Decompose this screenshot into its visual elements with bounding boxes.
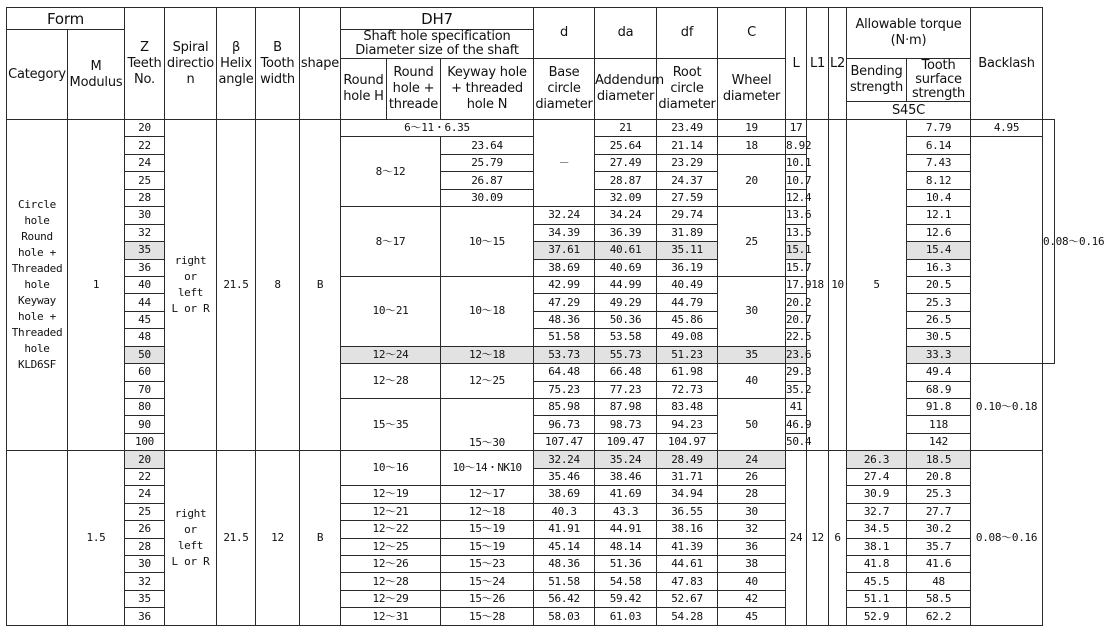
l2-cell: 5 xyxy=(847,120,907,451)
round-hole-cell: 12～26 xyxy=(341,555,441,572)
bending-strength-cell: 20.7 xyxy=(786,311,807,328)
spiral-cell: right or left L or R xyxy=(165,120,217,451)
tooth-surface-cell: 33.3 xyxy=(907,346,971,363)
keyway-hole-cell: 15～26 xyxy=(441,590,534,607)
root-circle-cell: 41.39 xyxy=(657,538,718,555)
root-circle-cell: 44.79 xyxy=(657,294,718,311)
base-circle-cell: 40.3 xyxy=(534,503,595,520)
c-header: C xyxy=(718,8,786,59)
round-hole-cell: 12～25 xyxy=(341,538,441,555)
teeth-cell: 50 xyxy=(125,346,165,363)
keyway-hole-cell: 15～23 xyxy=(441,555,534,572)
keyway-hole-cell: 12～17 xyxy=(441,486,534,503)
root-circle-header: Root circle diameter xyxy=(657,59,718,120)
tooth-surface-cell: 25.3 xyxy=(907,486,971,503)
wheel-diameter-cell: 38 xyxy=(718,555,786,572)
tooth-surface-cell: 10.4 xyxy=(907,189,971,206)
addendum-cell: 49.29 xyxy=(595,294,657,311)
teeth-cell: 22 xyxy=(125,137,165,154)
base-circle-cell: 48.36 xyxy=(534,311,595,328)
addendum-cell: 36.39 xyxy=(595,224,657,241)
bending-strength-cell: 27.4 xyxy=(847,468,907,485)
addendum-cell: 28.87 xyxy=(595,172,657,189)
teeth-cell: 35 xyxy=(125,590,165,607)
addendum-cell: 87.98 xyxy=(595,399,657,416)
bending-header: Bending strength xyxy=(847,59,907,102)
addendum-cell: 61.03 xyxy=(595,608,657,626)
wheel-diameter-cell: 20 xyxy=(718,154,786,206)
base-circle-cell: 21 xyxy=(595,120,657,137)
root-circle-cell: 34.94 xyxy=(657,486,718,503)
root-circle-cell: 28.49 xyxy=(657,451,718,468)
width-cell: 8 xyxy=(256,120,300,451)
tooth-surface-cell: 12.6 xyxy=(907,224,971,241)
teeth-cell: 80 xyxy=(125,399,165,416)
wheel-diameter-cell: 30 xyxy=(718,276,786,346)
bending-strength-cell: 10.1 xyxy=(786,154,807,171)
width-cell: 12 xyxy=(256,451,300,626)
teeth-cell: 20 xyxy=(125,451,165,468)
l2-cell: 6 xyxy=(829,451,847,626)
root-circle-cell: 47.83 xyxy=(657,573,718,590)
bending-strength-cell: 20.2 xyxy=(786,294,807,311)
width-header: B Tooth width xyxy=(256,8,300,120)
root-circle-cell: 83.48 xyxy=(657,399,718,416)
modulus-cell: 1.5 xyxy=(68,451,125,626)
table-row xyxy=(7,120,1055,137)
bending-strength-cell: 13.5 xyxy=(786,224,807,241)
bending-strength-cell: 52.9 xyxy=(847,608,907,626)
l2-header: L2 xyxy=(829,8,847,120)
keyway-hole-cell: 10～18 xyxy=(441,276,534,346)
base-circle-cell: 32.24 xyxy=(534,207,595,224)
round-hole-cell: 8～17 xyxy=(341,207,441,277)
backlash-cell: 0.10～0.18 xyxy=(971,364,1043,451)
addendum-cell: 48.14 xyxy=(595,538,657,555)
bending-strength-cell: 32.7 xyxy=(847,503,907,520)
tooth-surface-cell: 15.4 xyxy=(907,242,971,259)
bending-strength-cell: 7.79 xyxy=(907,120,971,137)
base-circle-header: Base circle diameter xyxy=(534,59,595,120)
tooth-surface-cell: 30.2 xyxy=(907,521,971,538)
torque-header: Allowable torque (N·m) xyxy=(847,8,971,59)
modulus-cell: 1 xyxy=(68,120,125,451)
base-circle-cell: 45.14 xyxy=(534,538,595,555)
addendum-cell: 50.36 xyxy=(595,311,657,328)
bending-strength-cell: 35.2 xyxy=(786,381,807,398)
l1-cell: 12 xyxy=(807,451,829,626)
bending-strength-cell: 26.3 xyxy=(847,451,907,468)
teeth-cell: 30 xyxy=(125,555,165,572)
l-header: L xyxy=(786,8,807,120)
table-row xyxy=(7,555,1055,572)
base-circle-cell: 75.23 xyxy=(534,381,595,398)
base-circle-cell: 56.42 xyxy=(534,590,595,607)
wheel-diameter-header: Wheel diameter xyxy=(718,59,786,120)
addendum-cell: 41.69 xyxy=(595,486,657,503)
round-hole-cell: 10～21 xyxy=(341,276,441,346)
table-row xyxy=(7,590,1055,607)
tooth-surface-cell: 4.95 xyxy=(971,120,1043,137)
form-header: Form xyxy=(7,8,125,30)
keyway-hole-cell: － xyxy=(534,120,595,207)
base-circle-cell: 58.03 xyxy=(534,608,595,626)
tooth-surface-cell: 142 xyxy=(907,433,971,450)
addendum-cell: 40.61 xyxy=(595,242,657,259)
shape-cell: B xyxy=(300,451,341,626)
teeth-cell: 48 xyxy=(125,329,165,346)
table-row xyxy=(7,486,1055,503)
keyway-hole-cell: 10～15 xyxy=(441,207,534,277)
tooth-surface-header: Tooth surface strength xyxy=(907,59,971,102)
wheel-diameter-cell: 42 xyxy=(718,590,786,607)
round-hole-header: Round hole H xyxy=(341,59,387,120)
addendum-cell: 55.73 xyxy=(595,346,657,363)
wheel-diameter-cell: 30 xyxy=(718,503,786,520)
teeth-cell: 28 xyxy=(125,538,165,555)
wheel-diameter-cell: 50 xyxy=(718,399,786,451)
wheel-diameter-cell: 36 xyxy=(718,538,786,555)
bending-strength-cell: 46.9 xyxy=(786,416,807,433)
gear-spec-table xyxy=(6,7,1104,626)
base-circle-cell: 41.91 xyxy=(534,521,595,538)
wheel-diameter-cell: 18 xyxy=(718,137,786,154)
addendum-cell: 34.24 xyxy=(595,207,657,224)
table-row xyxy=(7,573,1055,590)
root-circle-cell: 45.86 xyxy=(657,311,718,328)
modulus-header: M Modulus xyxy=(68,30,125,120)
addendum-header: Addendum diameter xyxy=(595,59,657,120)
wheel-diameter-cell: 28 xyxy=(718,486,786,503)
keyway-hole-cell: 12～18 xyxy=(441,503,534,520)
round-hole-cell: 6～11・6.35 xyxy=(341,120,534,137)
teeth-cell: 100 xyxy=(125,433,165,450)
backlash-cell: 0.08～0.16 xyxy=(1043,120,1055,364)
tooth-surface-cell: 16.3 xyxy=(907,259,971,276)
teeth-cell: 32 xyxy=(125,224,165,241)
tooth-surface-cell: 30.5 xyxy=(907,329,971,346)
addendum-cell: 32.09 xyxy=(595,189,657,206)
bending-strength-cell: 13.6 xyxy=(786,207,807,224)
base-circle-cell: 35.46 xyxy=(534,468,595,485)
base-circle-cell: 30.09 xyxy=(441,189,534,206)
bending-strength-cell: 34.5 xyxy=(847,521,907,538)
addendum-cell: 109.47 xyxy=(595,433,657,450)
addendum-cell: 35.24 xyxy=(595,451,657,468)
root-circle-cell: 29.74 xyxy=(657,207,718,224)
addendum-cell: 44.99 xyxy=(595,276,657,293)
root-circle-cell: 31.71 xyxy=(657,468,718,485)
root-circle-cell: 49.08 xyxy=(657,329,718,346)
teeth-cell: 35 xyxy=(125,242,165,259)
l-cell: 24 xyxy=(786,451,807,626)
teeth-header: Z Teeth No. xyxy=(125,8,165,120)
wheel-diameter-cell: 35 xyxy=(718,346,786,363)
bending-strength-cell: 22.5 xyxy=(786,329,807,346)
base-circle-cell: 107.47 xyxy=(534,433,595,450)
keyway-hole-cell: 12～18 xyxy=(441,346,534,363)
l1-cell: 10 xyxy=(829,120,847,451)
keyway-header: Keyway hole + threaded hole N xyxy=(441,59,534,120)
addendum-cell: 25.64 xyxy=(595,137,657,154)
l1-header: L1 xyxy=(807,8,829,120)
bending-strength-cell: 50.4 xyxy=(786,433,807,450)
tooth-surface-cell: 18.5 xyxy=(907,451,971,468)
shaft-spec-header: Shaft hole specification Diameter size of the shaft xyxy=(341,30,534,59)
teeth-cell: 25 xyxy=(125,503,165,520)
base-circle-cell: 96.73 xyxy=(534,416,595,433)
addendum-cell: 43.3 xyxy=(595,503,657,520)
base-circle-cell: 64.48 xyxy=(534,364,595,381)
root-circle-cell: 44.61 xyxy=(657,555,718,572)
base-circle-cell: 23.64 xyxy=(441,137,534,154)
dh7-header: DH7 xyxy=(341,8,534,30)
teeth-cell: 25 xyxy=(125,172,165,189)
category-header: Category xyxy=(7,30,68,120)
base-circle-cell: 51.58 xyxy=(534,329,595,346)
root-circle-cell: 36.19 xyxy=(657,259,718,276)
wheel-diameter-cell: 17 xyxy=(786,120,807,137)
bending-strength-cell: 15.1 xyxy=(786,242,807,259)
teeth-cell: 36 xyxy=(125,608,165,626)
tooth-surface-cell: 58.5 xyxy=(907,590,971,607)
root-circle-cell: 40.49 xyxy=(657,276,718,293)
spiral-cell: right or left L or R xyxy=(165,451,217,626)
addendum-cell: 77.23 xyxy=(595,381,657,398)
root-circle-cell: 19 xyxy=(718,120,786,137)
tooth-surface-cell: 91.8 xyxy=(907,399,971,416)
helix-cell: 21.5 xyxy=(217,120,256,451)
wheel-diameter-cell: 24 xyxy=(718,451,786,468)
tooth-surface-cell: 20.8 xyxy=(907,468,971,485)
root-circle-cell: 24.37 xyxy=(657,172,718,189)
bending-strength-cell: 15.7 xyxy=(786,259,807,276)
addendum-cell: 51.36 xyxy=(595,555,657,572)
base-circle-cell: 32.24 xyxy=(534,451,595,468)
bending-strength-cell: 17.9 xyxy=(786,276,807,293)
tooth-surface-cell: 26.5 xyxy=(907,311,971,328)
round-hole-cell: 12～28 xyxy=(341,573,441,590)
bending-strength-cell: 29.3 xyxy=(786,364,807,381)
tooth-surface-cell: 20.5 xyxy=(907,276,971,293)
base-circle-cell: 85.98 xyxy=(534,399,595,416)
root-circle-cell: 31.89 xyxy=(657,224,718,241)
base-circle-cell: 42.99 xyxy=(534,276,595,293)
spiral-header: Spiral directio n xyxy=(165,8,217,120)
table-row xyxy=(7,538,1055,555)
keyway-hole-cell: 12～25 xyxy=(441,364,534,399)
wheel-diameter-cell: 26 xyxy=(718,468,786,485)
root-circle-cell: 35.11 xyxy=(657,242,718,259)
addendum-cell: 38.46 xyxy=(595,468,657,485)
wheel-diameter-cell: 40 xyxy=(718,364,786,399)
tooth-surface-cell: 6.14 xyxy=(907,137,971,154)
keyway-hole-cell: 15～19 xyxy=(441,538,534,555)
backlash-header: Backlash xyxy=(971,8,1043,120)
teeth-cell: 28 xyxy=(125,189,165,206)
teeth-cell: 32 xyxy=(125,573,165,590)
helix-header: β Helix angle xyxy=(217,8,256,120)
tooth-surface-cell: 12.1 xyxy=(907,207,971,224)
bending-strength-cell: 8.92 xyxy=(786,137,807,154)
wheel-diameter-cell: 32 xyxy=(718,521,786,538)
root-circle-cell: 51.23 xyxy=(657,346,718,363)
d-header: d xyxy=(534,8,595,59)
root-circle-cell: 38.16 xyxy=(657,521,718,538)
wheel-diameter-cell: 45 xyxy=(718,608,786,626)
addendum-cell: 27.49 xyxy=(595,154,657,171)
tooth-surface-cell: 48 xyxy=(907,573,971,590)
da-header: da xyxy=(595,8,657,59)
tooth-surface-cell: 7.43 xyxy=(907,154,971,171)
round-hole-cell: 8～12 xyxy=(341,137,441,207)
root-circle-cell: 61.98 xyxy=(657,364,718,381)
addendum-cell: 66.48 xyxy=(595,364,657,381)
wheel-diameter-cell: 25 xyxy=(718,207,786,277)
root-circle-cell: 21.14 xyxy=(657,137,718,154)
bending-strength-cell: 41.8 xyxy=(847,555,907,572)
bending-strength-cell: 30.9 xyxy=(847,486,907,503)
base-circle-cell: 25.79 xyxy=(441,154,534,171)
root-circle-cell: 27.59 xyxy=(657,189,718,206)
round-hole-cell: 12～24 xyxy=(341,346,441,363)
bending-strength-cell: 23.6 xyxy=(786,346,807,363)
addendum-cell: 53.58 xyxy=(595,329,657,346)
df-header: df xyxy=(657,8,718,59)
keyway-hole-cell: 15～19 xyxy=(441,521,534,538)
backlash-cell: 0.08～0.16 xyxy=(971,451,1043,626)
round-hole-cell: 12～19 xyxy=(341,486,441,503)
round-hole-cell: 10～16 xyxy=(341,451,441,486)
teeth-cell: 45 xyxy=(125,311,165,328)
round-hole-cell: 12～29 xyxy=(341,590,441,607)
teeth-cell: 60 xyxy=(125,364,165,381)
wheel-diameter-cell: 40 xyxy=(718,573,786,590)
helix-cell: 21.5 xyxy=(217,451,256,626)
bending-strength-cell: 12.4 xyxy=(786,189,807,206)
category-cell-continued xyxy=(7,451,68,626)
teeth-cell: 22 xyxy=(125,468,165,485)
base-circle-cell: 48.36 xyxy=(534,555,595,572)
teeth-cell: 20 xyxy=(125,120,165,137)
keyway-hole-cell: 15～24 xyxy=(441,573,534,590)
round-hole-cell: 12～31 xyxy=(341,608,441,626)
round-hole-cell: 15～35 xyxy=(341,399,441,451)
l-cell: 18 xyxy=(807,120,829,451)
teeth-cell: 30 xyxy=(125,207,165,224)
teeth-cell: 26 xyxy=(125,521,165,538)
bending-strength-cell: 10.7 xyxy=(786,172,807,189)
keyway-hole-cell: 15～28 xyxy=(441,608,534,626)
tooth-surface-cell: 8.12 xyxy=(907,172,971,189)
round-hole-cell: 12～22 xyxy=(341,521,441,538)
root-circle-cell: 52.67 xyxy=(657,590,718,607)
base-circle-cell: 37.61 xyxy=(534,242,595,259)
keyway-hole-cell: 15～30 xyxy=(441,399,534,451)
tooth-surface-cell: 27.7 xyxy=(907,503,971,520)
tooth-surface-cell: 25.3 xyxy=(907,294,971,311)
base-circle-cell: 53.73 xyxy=(534,346,595,363)
tooth-surface-cell: 118 xyxy=(907,416,971,433)
tooth-surface-cell: 49.4 xyxy=(907,364,971,381)
base-circle-cell: 26.87 xyxy=(441,172,534,189)
table-row xyxy=(7,451,1055,468)
addendum-cell: 98.73 xyxy=(595,416,657,433)
tooth-surface-cell: 35.7 xyxy=(907,538,971,555)
addendum-cell: 40.69 xyxy=(595,259,657,276)
addendum-cell: 23.49 xyxy=(657,120,718,137)
bending-strength-cell: 45.5 xyxy=(847,573,907,590)
root-circle-cell: 54.28 xyxy=(657,608,718,626)
root-circle-cell: 104.97 xyxy=(657,433,718,450)
teeth-cell: 90 xyxy=(125,416,165,433)
root-circle-cell: 94.23 xyxy=(657,416,718,433)
root-circle-cell: 36.55 xyxy=(657,503,718,520)
addendum-cell: 59.42 xyxy=(595,590,657,607)
addendum-cell: 54.58 xyxy=(595,573,657,590)
base-circle-cell: 34.39 xyxy=(534,224,595,241)
teeth-cell: 44 xyxy=(125,294,165,311)
keyway-hole-cell: 10～14・NK10 xyxy=(441,451,534,486)
teeth-cell: 24 xyxy=(125,486,165,503)
tooth-surface-cell: 68.9 xyxy=(907,381,971,398)
tooth-surface-cell: 62.2 xyxy=(907,608,971,626)
table-row xyxy=(7,521,1055,538)
teeth-cell: 70 xyxy=(125,381,165,398)
table-row xyxy=(7,503,1055,520)
teeth-cell: 40 xyxy=(125,276,165,293)
round-hole-cell: 12～21 xyxy=(341,503,441,520)
table-row xyxy=(7,608,1055,626)
base-circle-cell: 51.58 xyxy=(534,573,595,590)
round-threaded-header: Round hole + threade xyxy=(387,59,441,120)
bending-strength-cell: 51.1 xyxy=(847,590,907,607)
bending-strength-cell: 41 xyxy=(786,399,807,416)
base-circle-cell: 38.69 xyxy=(534,259,595,276)
root-circle-cell: 72.73 xyxy=(657,381,718,398)
root-circle-cell: 23.29 xyxy=(657,154,718,171)
teeth-cell: 24 xyxy=(125,154,165,171)
category-cell: Circle hole Round hole + Threaded hole Keyway hole + Threaded hole KLD6SF xyxy=(7,120,68,451)
teeth-cell: 36 xyxy=(125,259,165,276)
material-header: S45C xyxy=(847,102,971,120)
base-circle-cell: 38.69 xyxy=(534,486,595,503)
shape-header: shape xyxy=(300,8,341,120)
shape-cell: B xyxy=(300,120,341,451)
bending-strength-cell: 38.1 xyxy=(847,538,907,555)
addendum-cell: 44.91 xyxy=(595,521,657,538)
base-circle-cell: 47.29 xyxy=(534,294,595,311)
tooth-surface-cell: 41.6 xyxy=(907,555,971,572)
round-hole-cell: 12～28 xyxy=(341,364,441,399)
